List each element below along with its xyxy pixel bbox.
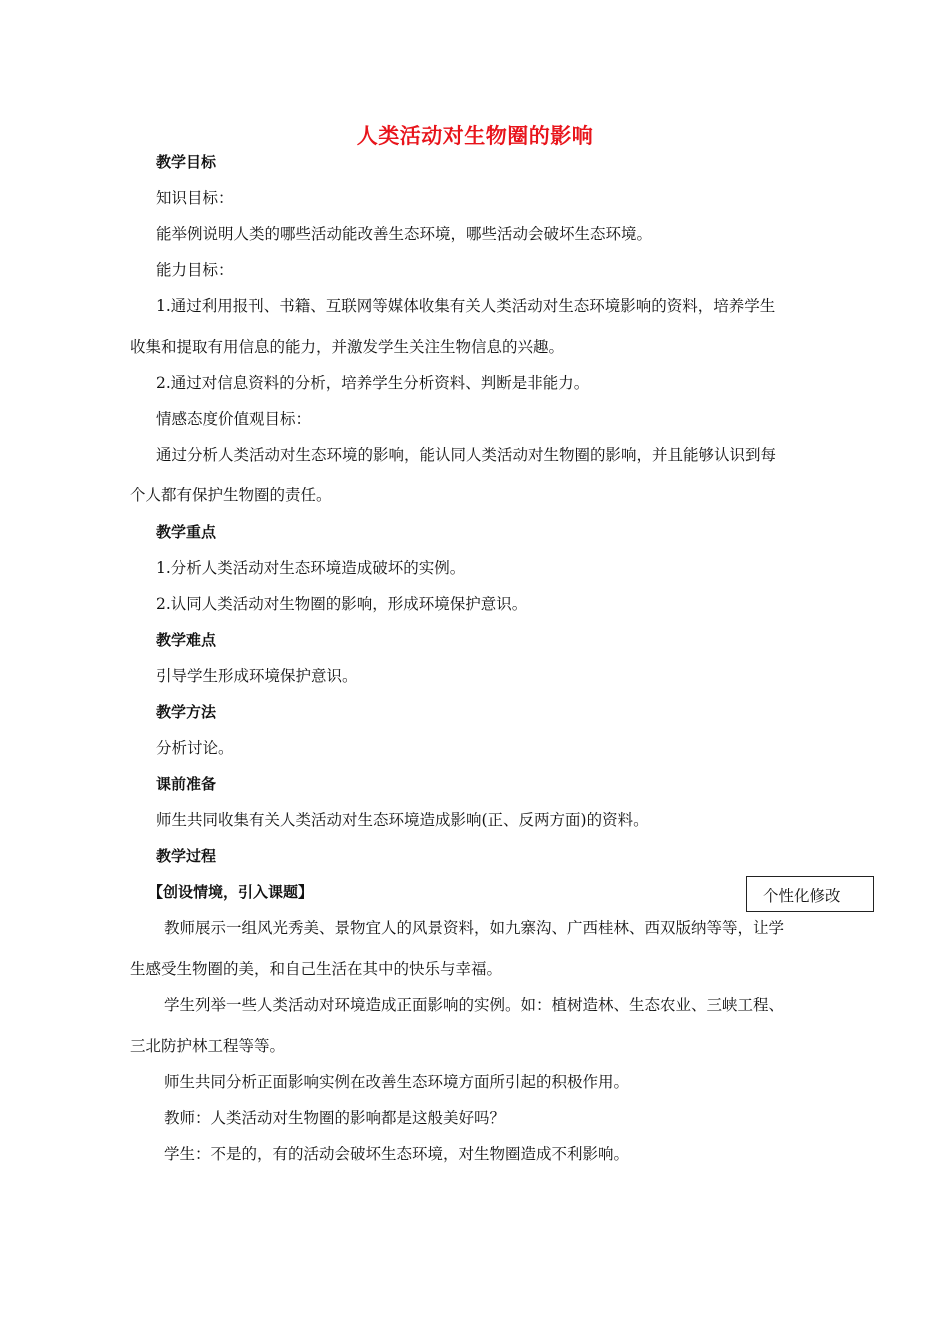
emotion-line1: 通过分析人类活动对生态环境的影响，能认同人类活动对生物圈的影响，并且能够认识到每 [156,446,777,464]
knowledge-text: 能举例说明人类的哪些活动能改善生态环境，哪些活动会破坏生态环境。 [156,225,653,243]
para4: 教师：人类活动对生物圈的影响都是这般美好吗？ [164,1109,506,1127]
para2-line1: 学生列举一些人类活动对环境造成正面影响的实例。如：植树造林、生态农业、三峡工程、 [164,996,785,1014]
ability-item-1-line2: 收集和提取有用信息的能力，并激发学生关注生物信息的兴趣。 [130,338,565,356]
process-heading: 教学过程 [156,847,217,865]
key-point-2: 2.认同人类活动对生物圈的影响，形成环境保护意识。 [156,595,528,613]
preparation-heading: 课前准备 [156,775,217,793]
method-text: 分析讨论。 [156,739,234,757]
emotion-label: 情感态度价值观目标： [156,410,312,428]
ability-label: 能力目标： [156,261,234,279]
para2-line2: 三北防护林工程等等。 [130,1037,286,1055]
emotion-line2: 个人都有保护生物圈的责任。 [130,486,332,504]
key-point-1: 1.分析人类活动对生态环境造成破坏的实例。 [156,559,466,577]
ability-item-2: 2.通过对信息资料的分析，培养学生分析资料、判断是非能力。 [156,374,590,392]
method-heading: 教学方法 [156,703,217,721]
personalized-edit-label: 个性化修改 [763,887,841,905]
preparation-text: 师生共同收集有关人类活动对生态环境造成影响(正、反两方面)的资料。 [156,811,649,829]
intro-heading: 【创设情境，引入课题】 [148,883,314,901]
para1-line2: 生感受生物圈的美，和自己生活在其中的快乐与幸福。 [130,960,503,978]
knowledge-label: 知识目标： [156,189,234,207]
difficulty-text: 引导学生形成环境保护意识。 [156,667,358,685]
ability-item-1-line1: 1.通过利用报刊、书籍、互联网等媒体收集有关人类活动对生态环境影响的资料，培养学生 [156,297,776,315]
objectives-heading: 教学目标 [156,153,217,171]
key-points-heading: 教学重点 [156,523,217,541]
para3: 师生共同分析正面影响实例在改善生态环境方面所引起的积极作用。 [164,1073,630,1091]
para5: 学生：不是的，有的活动会破坏生态环境，对生物圈造成不利影响。 [164,1145,630,1163]
page-title: 人类活动对生物圈的影响 [356,124,594,148]
para1-line1: 教师展示一组风光秀美、景物宜人的风景资料，如九寨沟、广西桂林、西双版纳等等，让学 [164,919,785,937]
difficulty-heading: 教学难点 [156,631,217,649]
personalized-edit-box [746,876,874,912]
